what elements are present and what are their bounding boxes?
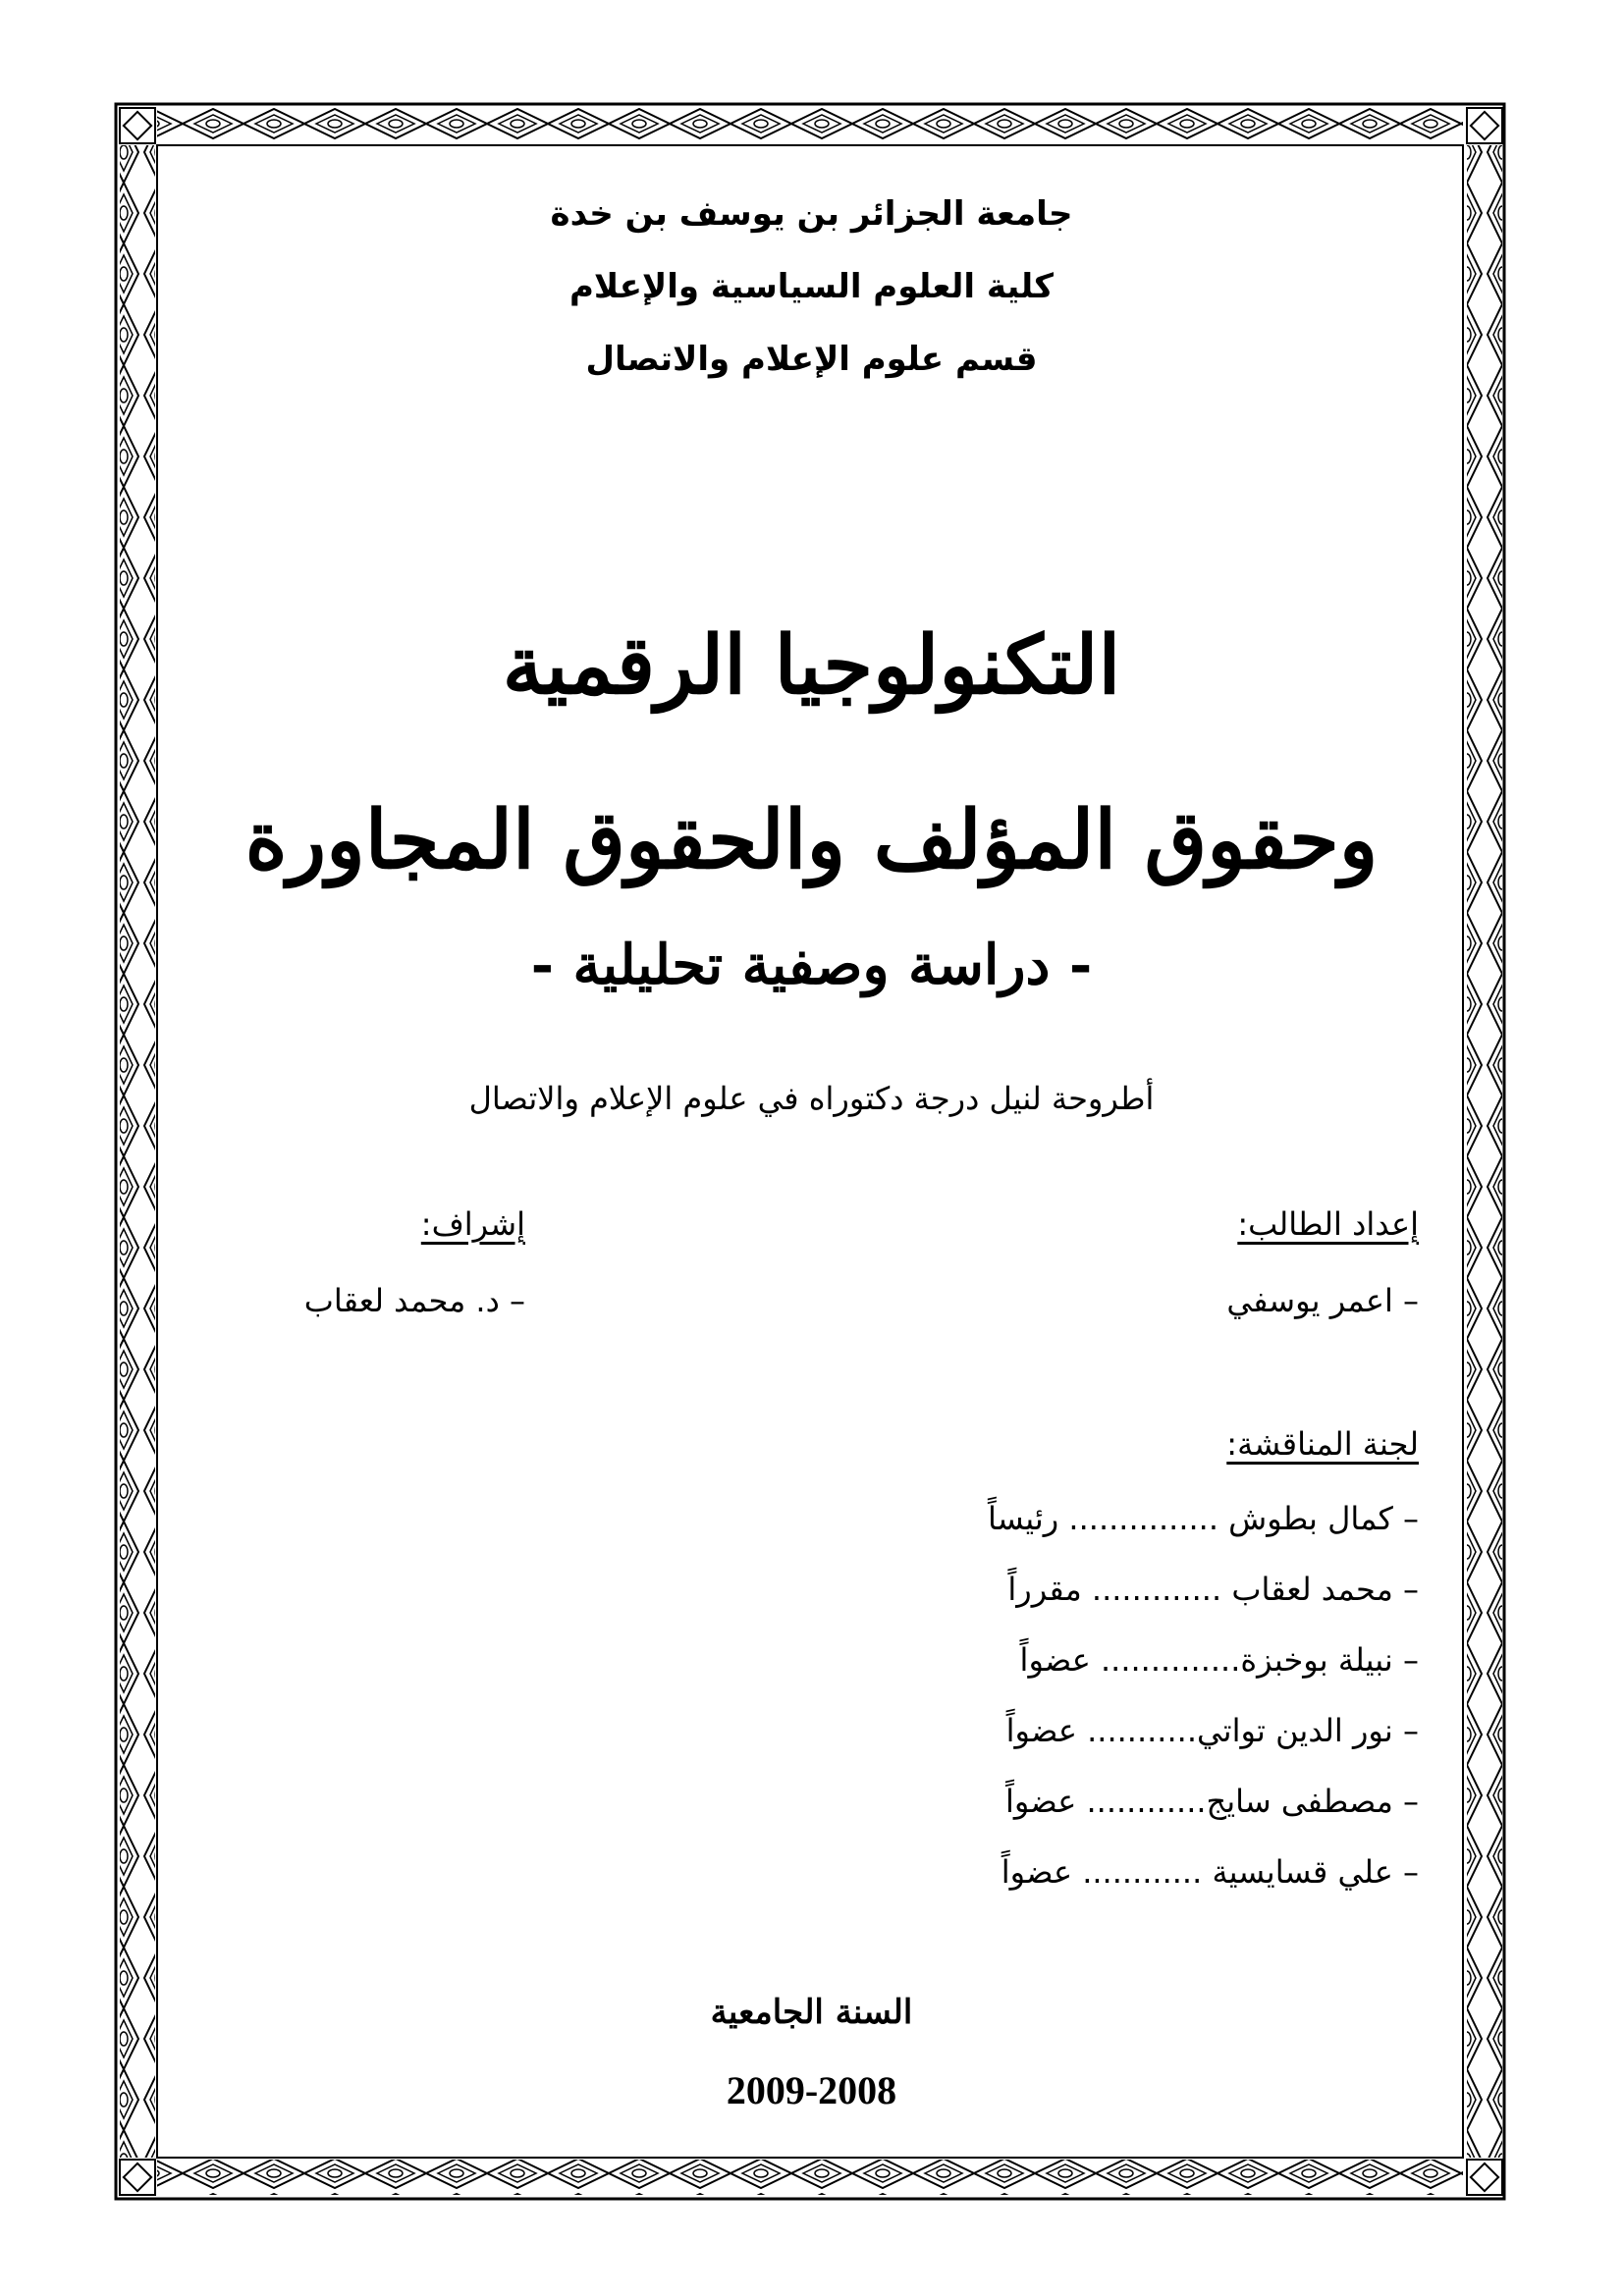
committee-member: – كمال بطوش ............... رئيساً (987, 1500, 1419, 1537)
committee-member: – مصطفى سايج............ عضواً (1005, 1783, 1419, 1820)
university-name: جامعة الجزائر بن يوسف بن خدة (550, 194, 1073, 234)
degree-statement: أطروحة لنيل درجة دكتوراه في علوم الإعلام والاتصال (468, 1080, 1155, 1117)
academic-year-value: 2009-2008 (726, 2068, 897, 2112)
supervision-label: إشراف: (420, 1205, 525, 1243)
student-name: – اعمر يوسفي (1226, 1282, 1419, 1319)
committee-member: – نور الدين تواتي........... عضواً (1005, 1712, 1419, 1749)
prepared-by-label: إعداد الطالب: (1237, 1205, 1419, 1243)
committee-member: – علي قسايسية ............ عضواً (1001, 1853, 1419, 1891)
academic-year-label: السنة الجامعية (710, 1993, 913, 2032)
department-name: قسم علوم الإعلام والاتصال (585, 340, 1038, 379)
thesis-title-line1: التكنولوجيا الرقمية (502, 618, 1121, 713)
committee-member: – نبيلة بوخبزة.............. عضواً (1019, 1641, 1419, 1679)
thesis-subtitle: - دراسة وصفية تحليلية - (530, 933, 1093, 997)
supervisor-name: – د. محمد لعقاب (303, 1282, 525, 1319)
thesis-title-line2: وحقوق المؤلف والحقوق المجاورة (244, 793, 1379, 887)
faculty-name: كلية العلوم السياسية والإعلام (568, 267, 1055, 306)
committee-member: – محمد لعقاب ............. مقرراً (1007, 1571, 1419, 1608)
committee-label: لجنة المناقشة: (1226, 1425, 1419, 1463)
